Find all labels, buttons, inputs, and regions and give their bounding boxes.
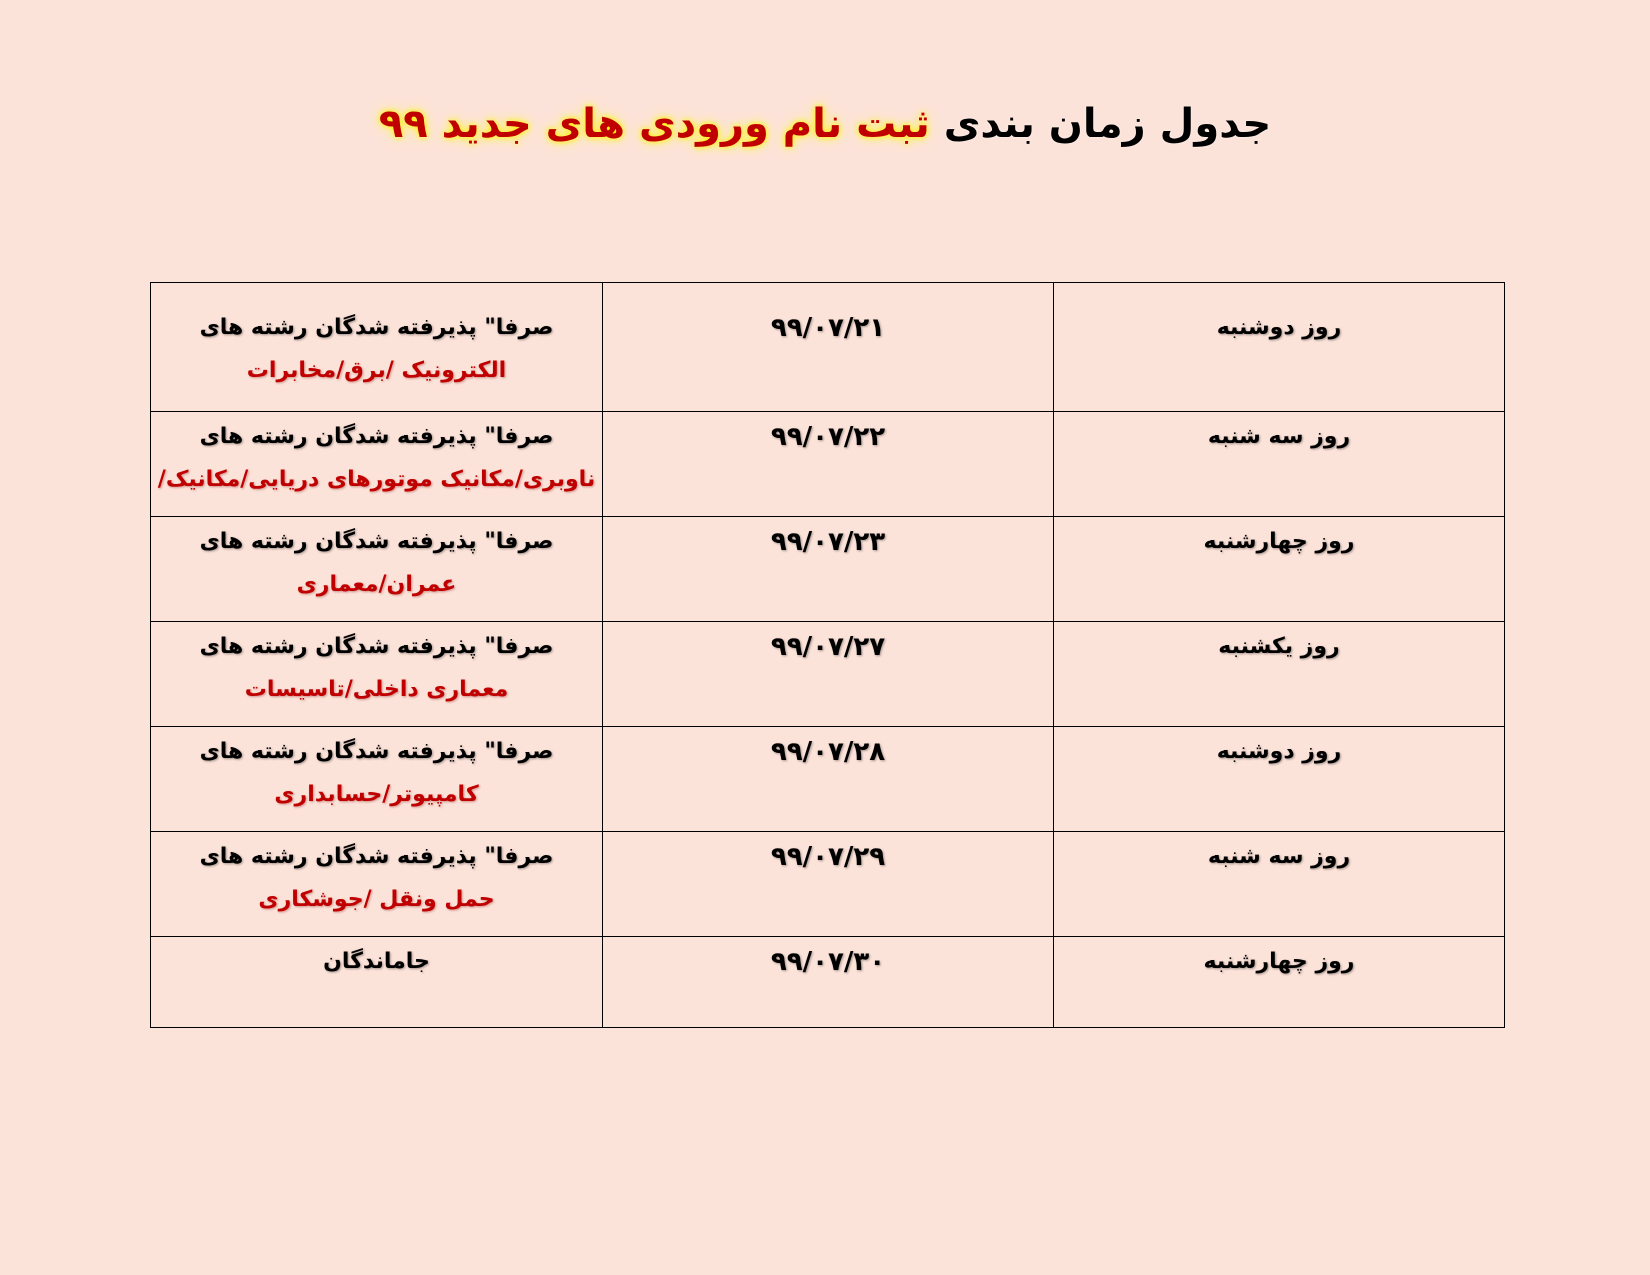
date-cell (603, 622, 1054, 727)
date-cell (603, 517, 1054, 622)
table-row (151, 517, 1505, 622)
day-cell (1054, 832, 1505, 937)
day-label: روز یکشنبه (1218, 634, 1340, 659)
day-label: روز دوشنبه (1216, 315, 1342, 340)
table-row (151, 412, 1505, 517)
day-label: روز دوشنبه (1216, 739, 1342, 764)
majors-label: ناوبری/مکانیک موتورهای دریایی/مکانیک/ (157, 467, 596, 492)
date-label: ۹۹/۰۷/۳۰ (770, 947, 886, 977)
majors-label: عمران/معماری (296, 572, 457, 597)
page-title-accent: ثبت نام ورودی های جدید ۹۹ (378, 101, 930, 147)
majors-label: معماری داخلی/تاسیسات (244, 677, 509, 702)
schedule-table (150, 282, 1505, 1028)
page-title (0, 96, 1650, 152)
description-cell (151, 622, 603, 727)
description-label: صرفا" پذیرفته شدگان رشته های (199, 844, 554, 869)
table-row (151, 727, 1505, 832)
day-label: روز سه شنبه (1207, 844, 1351, 869)
description-label: صرفا" پذیرفته شدگان رشته های (199, 315, 554, 340)
date-label: ۹۹/۰۷/۲۹ (770, 842, 886, 872)
page-title-plain: جدول زمان بندی (943, 101, 1272, 147)
date-label: ۹۹/۰۷/۲۳ (770, 527, 886, 557)
description-label: صرفا" پذیرفته شدگان رشته های (199, 529, 554, 554)
day-cell (1054, 517, 1505, 622)
table-row (151, 937, 1505, 1028)
description-cell (151, 283, 603, 412)
date-cell (603, 937, 1054, 1028)
day-label: روز چهارشنبه (1203, 529, 1355, 554)
description-cell (151, 937, 603, 1028)
day-label: روز سه شنبه (1207, 424, 1351, 449)
day-label: روز چهارشنبه (1203, 949, 1355, 974)
day-cell (1054, 283, 1505, 412)
description-cell (151, 517, 603, 622)
description-label: صرفا" پذیرفته شدگان رشته های (199, 634, 554, 659)
day-cell (1054, 622, 1505, 727)
date-cell (603, 283, 1054, 412)
date-label: ۹۹/۰۷/۲۱ (770, 313, 886, 343)
table-row (151, 622, 1505, 727)
majors-label: کامپیوتر/حسابداری (274, 782, 479, 807)
description-label: صرفا" پذیرفته شدگان رشته های (199, 424, 554, 449)
date-label: ۹۹/۰۷/۲۲ (770, 422, 886, 452)
description-label: صرفا" پذیرفته شدگان رشته های (199, 739, 554, 764)
description-cell (151, 832, 603, 937)
date-cell (603, 727, 1054, 832)
table-row (151, 832, 1505, 937)
day-cell (1054, 937, 1505, 1028)
table-row (151, 283, 1505, 412)
description-cell (151, 727, 603, 832)
day-cell (1054, 727, 1505, 832)
date-label: ۹۹/۰۷/۲۷ (770, 632, 886, 662)
date-label: ۹۹/۰۷/۲۸ (770, 737, 886, 767)
majors-label: حمل ونقل /جوشکاری (258, 887, 495, 912)
description-cell (151, 412, 603, 517)
majors-label: الکترونیک /برق/مخابرات (246, 358, 507, 383)
date-cell (603, 832, 1054, 937)
date-cell (603, 412, 1054, 517)
description-label: جاماندگان (323, 949, 430, 974)
day-cell (1054, 412, 1505, 517)
